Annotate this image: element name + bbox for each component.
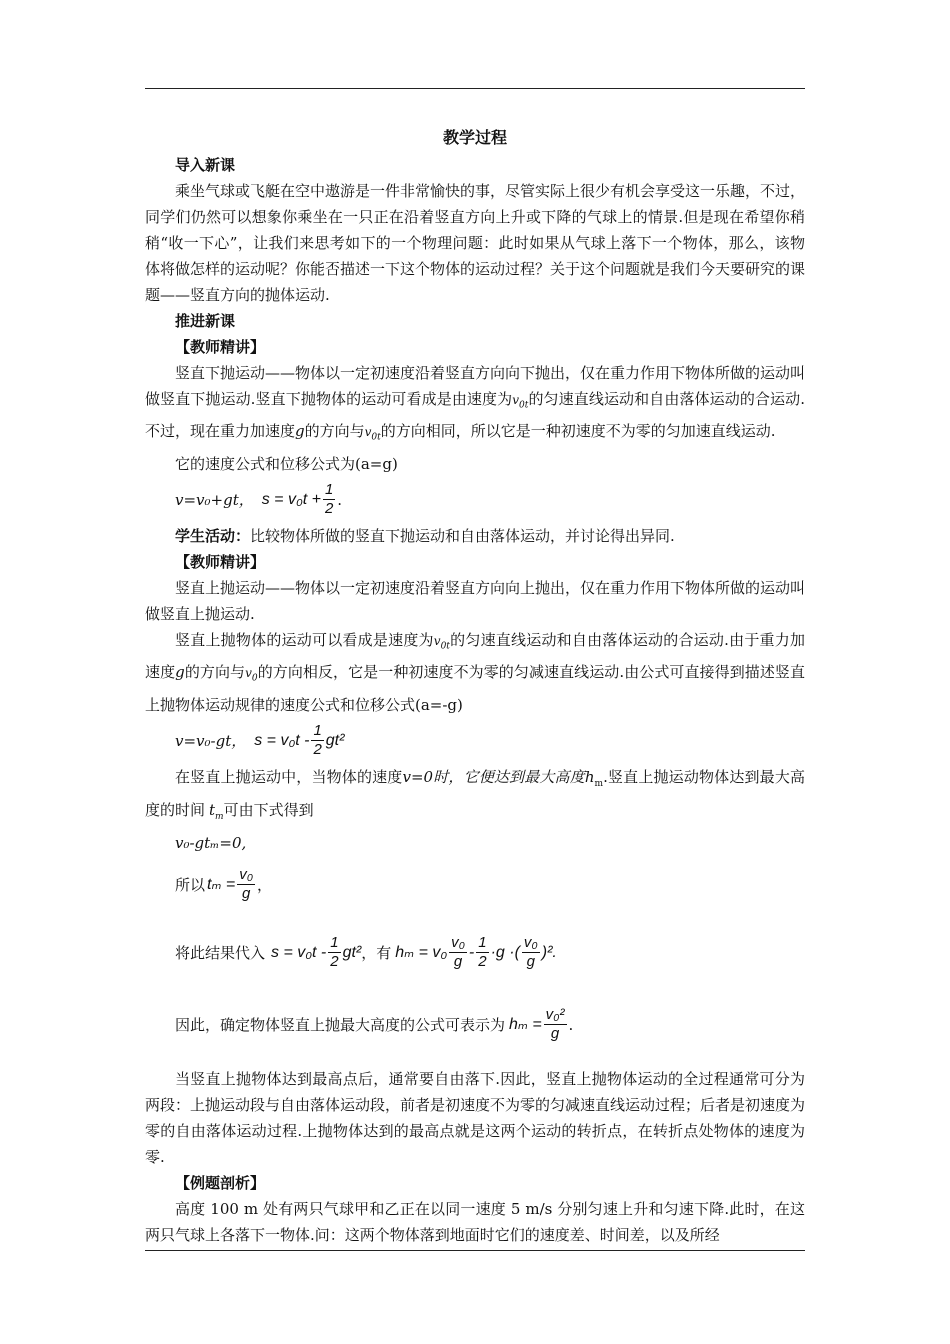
hm-substitution: 将此结果代入 s = v₀t - $\frac{1}{2}$ gt² ，有 hₘ = v₀ $\frac{\text{v₀}}{g}$ - $\frac{1}{2}$ ·g ·( $\frac{\text{v₀}}{g}$ )².: [175, 934, 557, 971]
up-throw-paragraph-1: 竖直上抛运动——物体以一定初速度沿着竖直方向向上抛出，仅在重力作用下物体所做的运动叫做竖直上抛运动.: [145, 578, 806, 623]
section-intro-heading: 导入新课: [175, 156, 236, 174]
top-rule: [145, 88, 805, 89]
down-formula: v=v₀+gt， s = v₀t + $\frac{1}{2}$ .: [175, 481, 343, 518]
page-title: 教学过程: [442, 128, 507, 147]
teacher-tag-2: 【教师精讲】: [175, 552, 266, 571]
bottom-rule: [145, 1250, 805, 1251]
up-formula: v=v₀-gt， s = v₀t - $\frac{1}{2}$ gt²: [175, 722, 345, 759]
up-throw-paragraph-2: 竖直上抛物体的运动可以看成是速度为$v_{0t}$的匀速直线运动和自由落体运动的合运动.由于重力加速度g的方向与$v_0$的方向相反，它是一种初速度不为零的匀减速直线运动.由公式可直接得到描述竖直上抛物体运动规律的速度公式和位移公式(a=-g): [145, 630, 805, 714]
tm-result: 所以 tₘ = $\frac{\text{v₀}}{g}$ ，: [175, 866, 273, 903]
example-tag: 【例题剖析】: [175, 1173, 266, 1192]
after-peak-paragraph: 当竖直上抛物体达到最高点后，通常要自由落下.因此，竖直上抛物体运动的全过程通常可分为两段：上抛运动段与自由落体运动段，前者是初速度不为零的匀减速直线运动过程；后者是初速度为零的自由落体运动过程.上抛物体达到的最高点就是这两个运动的转折点，在转折点处物体的速度为零.: [145, 1069, 806, 1166]
teacher-tag-1: 【教师精讲】: [175, 338, 266, 356]
tm-equation: v₀-gtₘ=0,: [175, 833, 247, 852]
section-new-heading: 推进新课: [175, 312, 236, 330]
student-activity: 学生活动：比较物体所做的竖直下抛运动和自由落体运动，并讨论得出异同.: [175, 526, 675, 545]
down-formula-intro: 它的速度公式和位移公式为(a=g): [175, 454, 398, 473]
intro-paragraph: 乘坐气球或飞艇在空中遨游是一件非常愉快的事，尽管实际上很少有机会享受这一乐趣，不过，同学们仍然可以想象你乘坐在一只正在沿着竖直方向上升或下降的气球上的情景.但是现在希望你稍稍“收一下心”，让我们来思考如下的一个物理问题：此时如果从气球上落下一个物体，那么，该物体将做怎样的运动呢？你能否描述一下这个物体的运动过程？关于这个问题就是我们今天要研究的课题——竖直方向的抛体运动.: [145, 182, 806, 304]
max-height-paragraph: 在竖直上抛运动中，当物体的速度v=0时，它便达到最大高度$h_m$.竖直上抛运动物体达到最大高度的时间 $t_m$可由下式得到: [145, 767, 805, 822]
down-throw-paragraph: 竖直下抛运动——物体以一定初速度沿着竖直方向向下抛出，仅在重力作用下物体所做的运动叫做竖直下抛运动.竖直下抛物体的运动可看成是由速度为$v_{0t}$的匀速直线运动和自由落体运动的合运动.不过，现在重力加速度g的方向与$v_{0t}$的方向相同，所以它是一种初速度不为零的匀加速直线运动.: [145, 364, 806, 443]
example-paragraph: 高度 100 m 处有两只气球甲和乙正在以同一速度 5 m/s 分别匀速上升和匀速下降.此时，在这两只气球上各落下一物体.问：这两个物体落到地面时它们的速度差、时间差，以及所经: [145, 1199, 805, 1244]
half-fraction: $\frac{1}{2}$: [324, 481, 334, 518]
content: [145, 124, 805, 1248]
hm-final: 因此，确定物体竖直上抛最大高度的公式可表示为 hₘ = $\frac{\text{v₀²}}{g}$ .: [175, 1006, 574, 1043]
